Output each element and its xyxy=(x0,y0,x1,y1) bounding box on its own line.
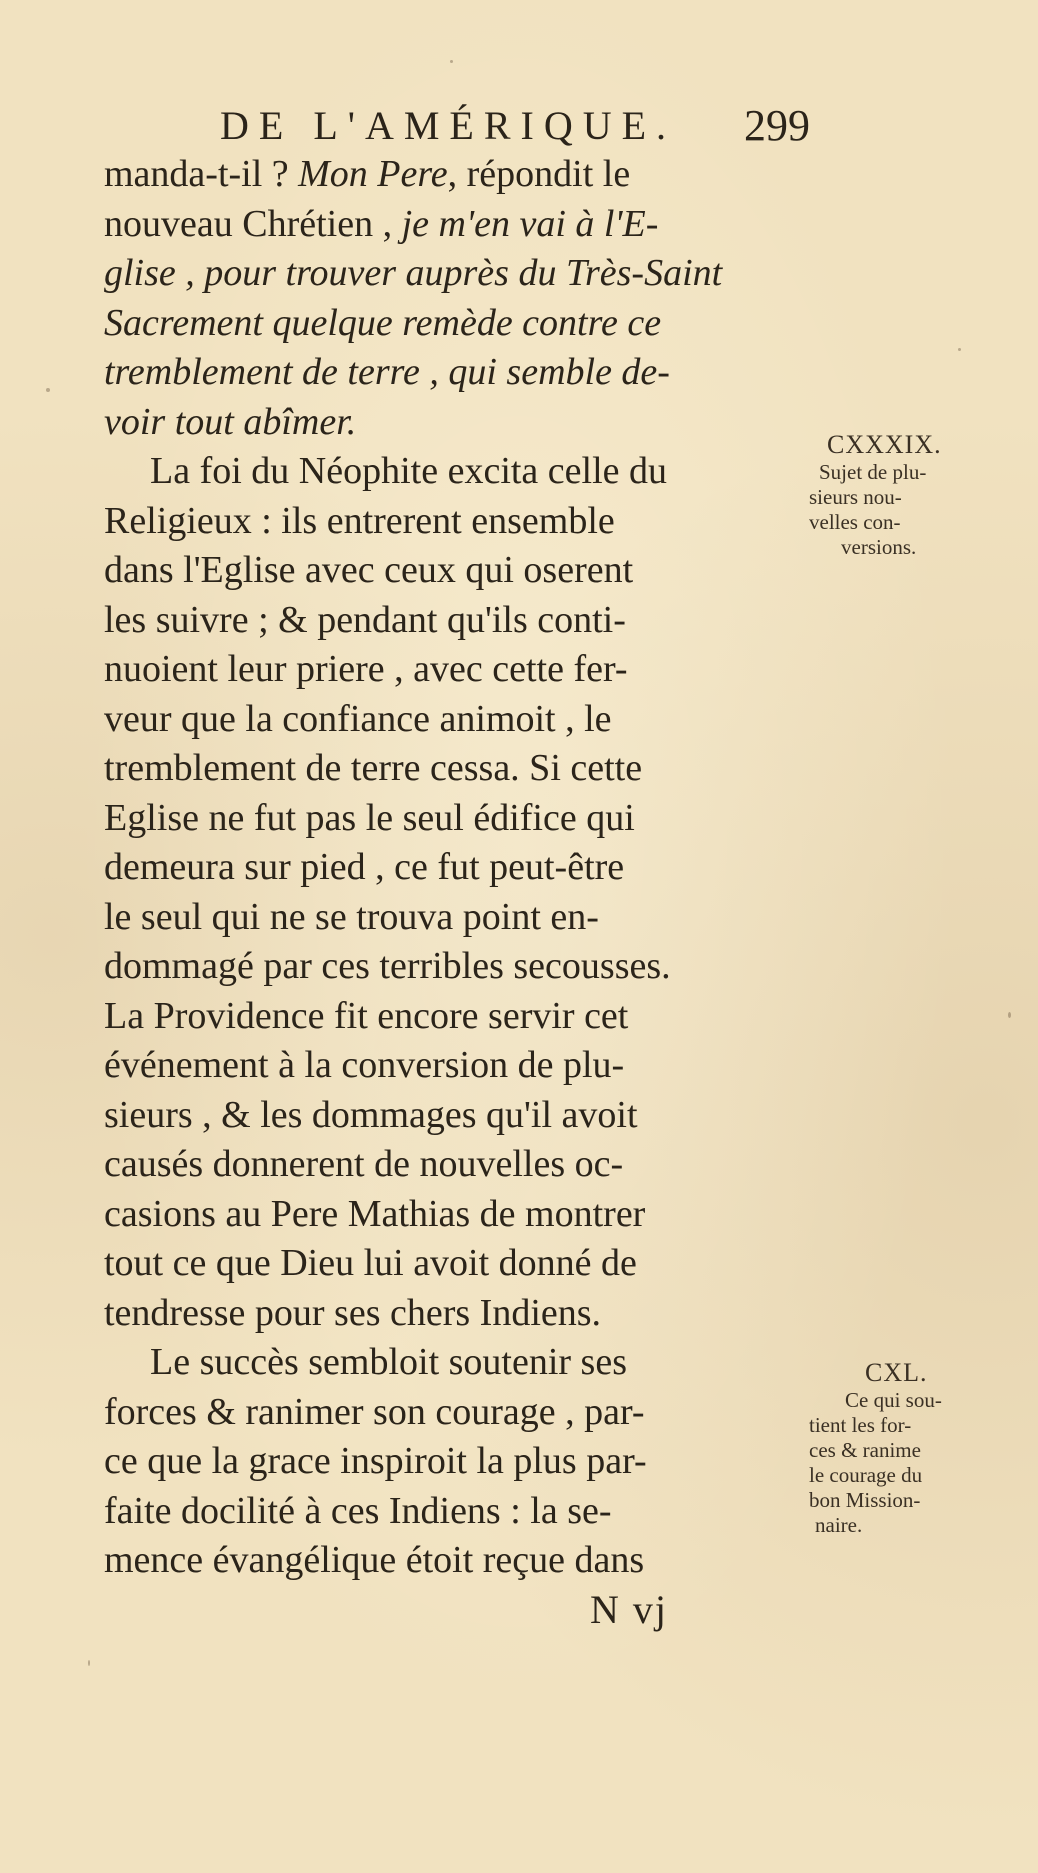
margin-note-line: velles con- xyxy=(809,510,901,534)
text-line xyxy=(104,299,804,349)
margin-note-line: Ce qui sou- xyxy=(845,1388,942,1412)
text-line xyxy=(104,200,804,250)
signature-mark: N vj xyxy=(590,1587,668,1632)
margin-note-line: Sujet de plu- xyxy=(819,460,927,484)
text-line xyxy=(104,1536,804,1586)
text-segment: nouveau Chrétien , xyxy=(104,202,402,245)
text-segment: dommagé par ces terribles secousses. xyxy=(104,945,671,987)
margin-note-number: CXXXIX. xyxy=(827,430,942,459)
paper-speck xyxy=(958,348,961,351)
text-segment: Religieux : ils entrerent ensemble xyxy=(104,499,615,542)
text-line xyxy=(104,596,804,646)
italic-segment: je m'en vai à l'E- xyxy=(401,202,659,245)
text-segment: mence évangélique étoit reçue dans xyxy=(104,1539,645,1581)
text-line xyxy=(104,1239,804,1289)
margin-note-line: sieurs nou- xyxy=(809,485,902,509)
paper-speck xyxy=(1008,1012,1011,1018)
margin-note-number: CXL. xyxy=(865,1358,928,1387)
text-segment: ce que la grace inspiroit la plus par- xyxy=(104,1440,647,1482)
text-segment: les suivre ; & pendant qu'ils conti- xyxy=(104,598,626,641)
text-segment: le seul qui ne se trouva point en- xyxy=(104,895,599,938)
text-segment: sieurs , & les dommages qu'il avoit xyxy=(104,1093,638,1136)
text-line xyxy=(104,695,804,745)
text-line xyxy=(104,447,804,497)
paper-speck xyxy=(46,388,50,392)
margin-note-cxxxix xyxy=(805,430,1005,560)
text-line xyxy=(104,249,804,299)
text-line xyxy=(104,893,804,943)
text-segment: veur que la confiance animoit , le xyxy=(104,697,612,740)
text-segment: casions au Pere Mathias de montrer xyxy=(104,1192,646,1235)
page-number: 299 xyxy=(744,101,810,150)
italic-segment: voir tout abîmer. xyxy=(104,400,357,443)
text-segment: manda-t-il ? xyxy=(104,153,299,195)
text-line xyxy=(104,497,804,547)
italic-segment: Sacrement quelque remède contre ce xyxy=(104,301,662,344)
text-line xyxy=(104,1487,804,1537)
text-line xyxy=(104,150,804,200)
text-segment: tout ce que Dieu lui avoit donné de xyxy=(104,1242,637,1284)
text-line xyxy=(104,1190,804,1240)
paper-speck xyxy=(88,1660,90,1666)
text-segment: La Providence fit encore servir cet xyxy=(104,994,629,1037)
text-line xyxy=(104,1140,804,1190)
margin-note-line: ces & ranime xyxy=(809,1438,921,1462)
margin-note-line: tient les for- xyxy=(809,1413,912,1437)
page-header xyxy=(220,96,810,156)
text-line xyxy=(104,1041,804,1091)
text-segment: tendresse pour ses chers Indiens. xyxy=(104,1291,602,1334)
text-line xyxy=(104,546,804,596)
text-line xyxy=(104,645,804,695)
text-line xyxy=(104,1388,804,1438)
text-segment: causés donnerent de nouvelles oc- xyxy=(104,1143,624,1185)
margin-note-line: versions. xyxy=(841,535,917,559)
margin-note-line: bon Mission- xyxy=(809,1488,921,1512)
text-line xyxy=(104,843,804,893)
text-segment: forces & ranimer son courage , par- xyxy=(104,1390,645,1433)
text-segment: demeura sur pied , ce fut peut-être xyxy=(104,846,625,888)
text-segment: Eglise ne fut pas le seul édifice qui xyxy=(104,796,635,839)
italic-segment: Mon Pere xyxy=(298,153,448,195)
text-line xyxy=(104,348,804,398)
paper-speck xyxy=(450,60,453,63)
text-segment: faite docilité à ces Indiens : la se- xyxy=(104,1489,612,1532)
text-segment: événement à la conversion de plu- xyxy=(104,1044,625,1086)
text-segment: nuoient leur priere , avec cette fer- xyxy=(104,648,628,690)
text-line xyxy=(104,1338,804,1388)
body-text xyxy=(104,150,804,1586)
margin-note-line: le courage du xyxy=(809,1463,923,1487)
margin-note-line: naire. xyxy=(815,1513,863,1537)
text-line xyxy=(104,1437,804,1487)
text-segment: , répondit le xyxy=(447,153,631,195)
text-segment: dans l'Eglise avec ceux qui oserent xyxy=(104,549,634,591)
text-segment: La foi du Néophite excita celle du xyxy=(150,450,668,492)
italic-segment: glise , pour trouver auprès du Très-Saint xyxy=(104,252,723,294)
text-line xyxy=(104,1289,804,1339)
text-segment: tremblement de terre cessa. Si cette xyxy=(104,747,643,789)
text-line xyxy=(104,398,804,448)
margin-note-cxl xyxy=(805,1358,1005,1538)
text-line xyxy=(104,1091,804,1141)
running-title: DE L'AMÉRIQUE. xyxy=(220,103,677,148)
text-line xyxy=(104,992,804,1042)
text-line xyxy=(104,744,804,794)
text-segment: Le succès sembloit soutenir ses xyxy=(150,1341,628,1383)
text-line xyxy=(104,942,804,992)
italic-segment: tremblement de terre , qui semble de- xyxy=(104,351,670,393)
text-line xyxy=(104,794,804,844)
